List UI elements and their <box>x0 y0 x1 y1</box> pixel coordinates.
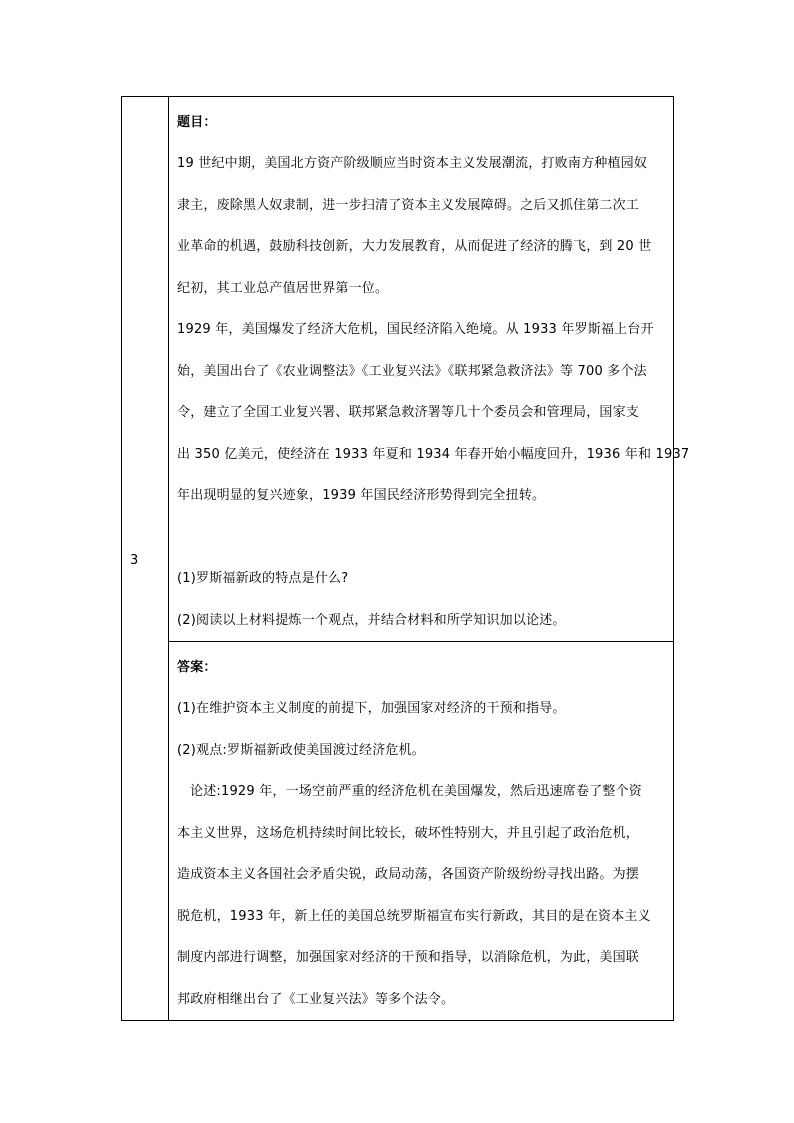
question-text-line: 1929 年，美国爆发了经济大危机，国民经济陷入绝境。从 1933 年罗斯福上台开 <box>177 322 654 337</box>
question-row <box>122 97 674 642</box>
sub-question: (2)阅读以上材料提炼一个观点，并结合材料和所学知识加以论述。 <box>177 612 566 628</box>
answer-argument-line: 论述:1929 年，一场空前严重的经济危机在美国爆发，然后迅速席卷了整个资 <box>190 784 642 799</box>
question-text-line: 19 世纪中期，美国北方资产阶级顺应当时资本主义发展潮流，打败南方种植园奴 <box>177 156 648 171</box>
answer-heading: 答案： <box>177 660 217 675</box>
question-text-line: 令，建立了全国工业复兴署、联邦紧急救济署等几十个委员会和管理局，国家支 <box>177 405 640 420</box>
question-number-cell <box>122 97 169 1021</box>
answer-argument-line: 邦政府相继出台了《工业复兴法》等多个法令。 <box>177 991 455 1007</box>
answer-argument-line: 本主义世界，这场危机持续时间比较长，破坏性特别大，并且引起了政治危机， <box>177 825 640 841</box>
question-text-line: 业革命的机遇，鼓励科技创新，大力发展教育，从而促进了经济的腾飞，到 20 世 <box>177 239 652 254</box>
question-text-line: 隶主，废除黑人奴隶制，进一步扫清了资本主义发展障碍。之后又抓住第二次工 <box>177 197 640 213</box>
blank-line <box>177 517 665 559</box>
sub-question: (1)罗斯福新政的特点是什么? <box>177 571 349 586</box>
question-text-line: 出 350 亿美元，使经济在 1933 年夏和 1934 年春开始小幅度回升，1936 年和 1937 <box>177 446 690 462</box>
answer-row <box>122 642 674 1021</box>
answer-cell <box>169 642 674 1021</box>
question-text-line: 年出现明显的复兴迹象，1939 年国民经济形势得到完全扭转。 <box>177 488 546 503</box>
question-table <box>121 96 690 1021</box>
question-text-line: 纪初，其工业总产值居世界第一位。 <box>177 280 389 296</box>
question-cell <box>169 97 690 642</box>
answer-argument-line: 造成资本主义各国社会矛盾尖锐，政局动荡，各国资产阶级纷纷寻找出路。为摆 <box>177 867 640 882</box>
answer-text-line: (1)在维护资本主义制度的前提下，加强国家对经济的干预和指导。 <box>177 701 566 716</box>
question-text-line: 始，美国出台了《农业调整法》《工业复兴法》《联邦紧急救济法》等 700 多个法 <box>177 363 647 379</box>
answer-argument-line: 制度内部进行调整，加强国家对经济的干预和指导，以消除危机，为此，美国联 <box>177 950 640 965</box>
answer-text-line: (2)观点:罗斯福新政使美国渡过经济危机。 <box>177 742 425 758</box>
question-number: 3 <box>130 553 139 568</box>
question-heading: 题目： <box>177 115 217 130</box>
answer-argument-line: 脱危机，1933 年，新上任的美国总统罗斯福宣布实行新政，其目的是在资本主义 <box>177 908 651 924</box>
